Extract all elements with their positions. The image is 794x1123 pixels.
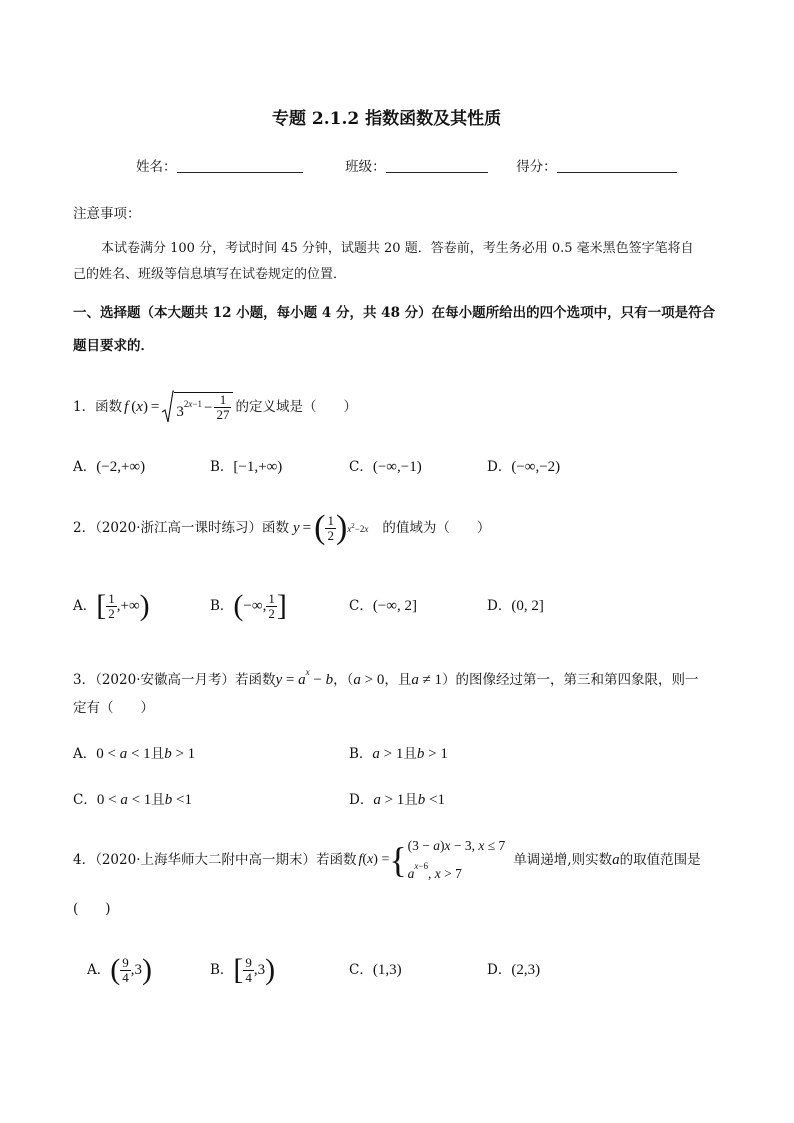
- q1-option-a[interactable]: [73, 458, 145, 476]
- q2-option-d[interactable]: [487, 597, 544, 615]
- section-heading-line-1: 一、选择题（本大题共 12 小题，每小题 4 分，共 48 分）在每小题所给出的四个选项中，只有一项是符合: [73, 305, 716, 321]
- option-value: (−2,+∞): [96, 459, 146, 475]
- name-label: 姓名：: [136, 159, 177, 175]
- question-4-formula: f ( x ) = { (3 − a)x − 3, x ≤ 7 $a^{x-6}$, x > 7: [358, 838, 506, 881]
- question-2-formula: y = ( $\frac{1}{2}$ ) $x^2-2x$: [293, 509, 369, 546]
- option-value: (−∞,−2): [511, 459, 561, 475]
- option-label: B．: [210, 598, 234, 614]
- option-value: (2,3): [511, 962, 541, 978]
- q1-option-c[interactable]: [349, 458, 422, 476]
- option-label: C．: [349, 962, 373, 978]
- q3-option-a[interactable]: A．0 < a < 1且b > 1: [73, 746, 196, 762]
- option-label: D．: [349, 792, 374, 808]
- option-label: A．: [73, 598, 97, 614]
- class-label: 班级：: [345, 159, 386, 175]
- option-label: B．: [349, 746, 373, 762]
- question-3-line-2: 定有（ ）: [73, 700, 154, 716]
- q1-option-b[interactable]: [210, 458, 282, 476]
- text-fragment: 且: [404, 792, 418, 808]
- option-value: (−∞,−1): [372, 459, 422, 475]
- class-field[interactable]: [386, 158, 488, 173]
- text-fragment: 且: [151, 792, 165, 808]
- question-2-prefix: 2．（2020·浙江高一课时练习）函数: [73, 520, 289, 536]
- question-4-prefix: 4．（2020·上海华师大二附中高一期末）若函数: [73, 852, 357, 868]
- q3-option-c[interactable]: C．0 < a < 1且b <1: [73, 792, 192, 808]
- option-label: C．: [73, 792, 97, 808]
- question-3-prefix: 3．（2020·安徽高一月考）若函数: [73, 672, 276, 688]
- q3-option-d[interactable]: D．a > 1且b <1: [349, 792, 446, 808]
- q4-option-c[interactable]: [349, 961, 402, 979]
- question-2-suffix: 的值域为（ ）: [382, 520, 491, 536]
- text-fragment: ，（: [333, 672, 354, 688]
- notice-line-2: 己的姓名、班级等信息填写在试卷规定的位置．: [73, 267, 347, 282]
- text-fragment: 且: [403, 746, 417, 762]
- score-label: 得分：: [516, 159, 557, 175]
- question-1-prefix: 1．函数: [73, 399, 123, 415]
- question-4-line-2: ( ): [73, 901, 111, 917]
- q2-option-c[interactable]: [349, 597, 417, 615]
- question-1-suffix: 的定义域是（ ）: [235, 399, 357, 415]
- option-value: (−∞, 2]: [372, 598, 417, 614]
- option-label: C．: [349, 598, 373, 614]
- question-4-line-1: 4．（2020·上海华师大二附中高一期末）若函数 f ( x ) = { (3 − a)x − 3, x ≤ 7 $a^{x-6}$, x > 7 单调递增,则实数 a 的取值范围是: [73, 838, 701, 882]
- option-label: D．: [487, 962, 512, 978]
- notice-heading: 注意事项：: [73, 206, 141, 222]
- question-1: [73, 390, 357, 424]
- option-label: A．: [87, 962, 111, 978]
- option-value: (0, 2]: [511, 598, 544, 614]
- score-field[interactable]: [557, 158, 677, 173]
- question-4-suffix: 单调递增,则实数: [513, 852, 613, 868]
- notice-line-1: 本试卷满分 100 分，考试时间 45 分钟，试题共 20 题．答卷前，考生务必用 0.5 毫米黑色签字笔将自: [101, 241, 694, 256]
- option-label: C．: [349, 459, 373, 475]
- sqrt-sign-icon: [162, 390, 174, 424]
- student-info-line: [136, 158, 677, 176]
- option-value: (1,3): [372, 962, 402, 978]
- text-fragment: ）的图像经过第一，第三和第四象限，则一: [442, 672, 699, 688]
- q1-option-d[interactable]: [487, 458, 560, 476]
- name-field[interactable]: [177, 158, 303, 173]
- q3-option-b[interactable]: B．a > 1且b > 1: [349, 746, 448, 762]
- option-label: A．: [73, 746, 97, 762]
- option-label: B．: [210, 459, 234, 475]
- text-fragment: ，且: [384, 672, 412, 688]
- option-label: B．: [210, 962, 234, 978]
- text-fragment: 且: [150, 746, 165, 762]
- option-value: [−1,+∞): [233, 459, 283, 475]
- question-3-line-1: 3．（2020·安徽高一月考）若函数$y = a^x - b$，（a > 0，且a ≠ 1）的图像经过第一，第三和第四象限，则一: [73, 667, 699, 688]
- q2-option-b[interactable]: B． ( −∞, $\frac{1}{2}$ ]: [210, 589, 287, 622]
- q4-option-a[interactable]: A． ( $\frac{9}{4}$ ,3 ): [87, 953, 152, 986]
- question-1-formula: f ( x ) = $3^{2x-1}$ − $\frac{1}{27}$: [124, 390, 233, 424]
- q2-option-a[interactable]: A． [ $\frac{1}{2}$ ,+∞ ): [73, 589, 150, 622]
- q4-option-b[interactable]: B． [ $\frac{9}{4}$ ,3 ): [210, 953, 276, 986]
- option-label: D．: [487, 598, 512, 614]
- option-label: A．: [73, 459, 97, 475]
- question-4-suffix-2: 的取值范围是: [619, 852, 701, 868]
- section-heading-line-2: 题目要求的．: [73, 338, 154, 354]
- question-2: [73, 503, 490, 553]
- q4-option-d[interactable]: [487, 961, 540, 979]
- option-label: D．: [487, 459, 512, 475]
- page-title: 专题 2.1.2 指数函数及其性质: [272, 109, 502, 129]
